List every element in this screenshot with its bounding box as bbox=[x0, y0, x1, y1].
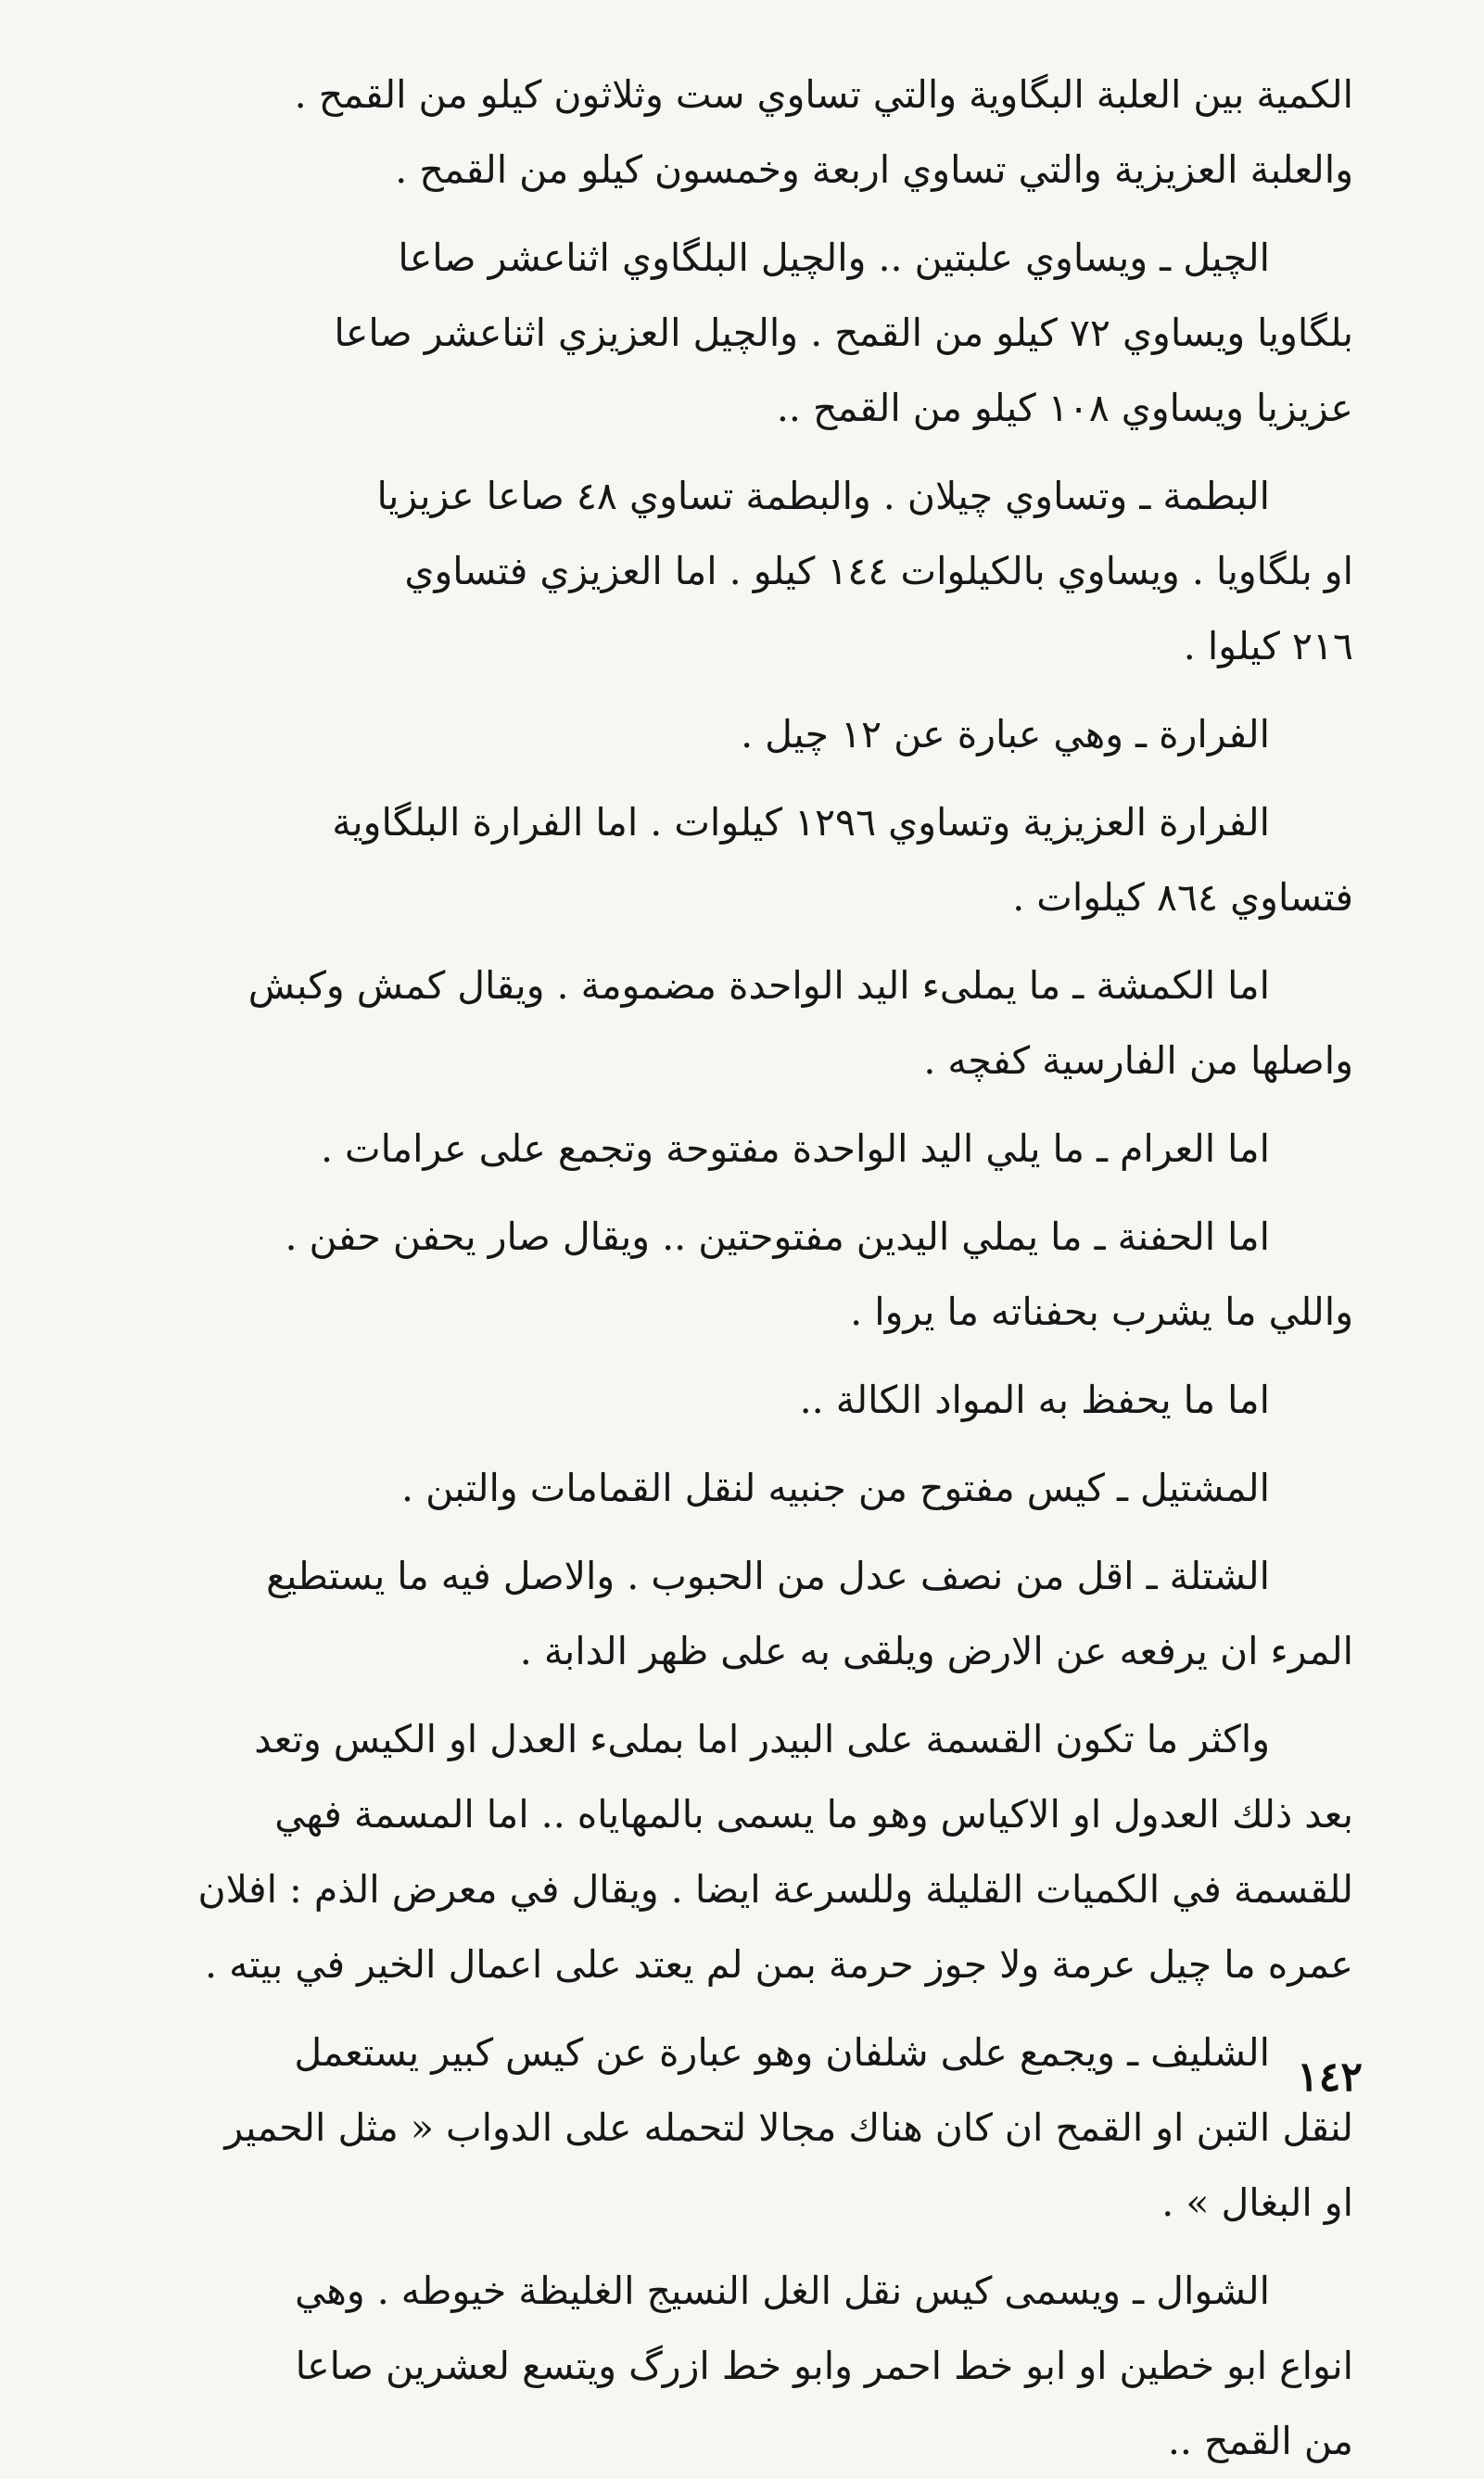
paragraph-division bbox=[139, 1702, 1353, 2002]
text-line: واصلها من الفارسية كفچه . bbox=[923, 1038, 1353, 1083]
text-line: الشليف ـ ويجمع على شلفان وهو عبارة عن كيس كبير يستعمل bbox=[294, 2030, 1270, 2075]
text-line: بلگاويا ويساوي ٧٢ كيلو من القمح . والچيل العزيزي اثناعشر صاعا bbox=[334, 311, 1353, 355]
paragraph-chayl bbox=[139, 221, 1353, 446]
paragraph-shatla bbox=[139, 1539, 1353, 1689]
text-line: المشتيل ـ كيس مفتوح من جنبيه لنقل القمامات والتبن . bbox=[401, 1466, 1270, 1510]
text-line: عزيزيا ويساوي ١٠٨ كيلو من القمح .. bbox=[776, 386, 1353, 430]
text-line: الشتلة ـ اقل من نصف عدل من الحبوب . والاصل فيه ما يستطيع bbox=[266, 1554, 1270, 1598]
paragraph-storage-intro bbox=[139, 1363, 1353, 1438]
text-line: بعد ذلك العدول او الاكياس وهو ما يسمى بالمهاياه .. اما المسمة فهي bbox=[274, 1792, 1353, 1837]
text-line: انواع ابو خطين او ابو خط احمر وابو خط ازرگ ويتسع لعشرين صاعا bbox=[295, 2344, 1353, 2388]
text-line: فتساوي ٨٦٤ كيلوات . bbox=[1012, 875, 1353, 920]
text-line: للقسمة في الكميات القليلة وللسرعة ايضا . ويقال في معرض الذم : افلان bbox=[197, 1867, 1353, 1912]
paragraph-mashtil bbox=[139, 1451, 1353, 1526]
paragraph-farara-values bbox=[139, 785, 1353, 935]
text-line: الكمية بين العلبة البگاوية والتي تساوي ست وثلاثون كيلو من القمح . bbox=[294, 72, 1353, 117]
text-line: الچيل ـ ويساوي علبتين .. والچيل البلگاوي اثناعشر صاعا bbox=[398, 235, 1270, 280]
text-line: او بلگاويا . ويساوي بالكيلوات ١٤٤ كيلو . اما العزيزي فتساوي bbox=[404, 549, 1353, 593]
text-line: والعلبة العزيزية والتي تساوي اربعة وخمسون كيلو من القمح . bbox=[395, 147, 1353, 192]
text-line: اما الحفنة ـ ما يملي اليدين مفتوحتين .. ويقال صار يحفن حفن . bbox=[285, 1214, 1270, 1259]
paragraph-farara bbox=[139, 697, 1353, 772]
text-line: لنقل التبن او القمح ان كان هناك مجالا لتحمله على الدواب « مثل الحمير bbox=[224, 2105, 1353, 2150]
text-line: او البغال » . bbox=[1161, 2180, 1353, 2225]
paragraph-kamsha bbox=[139, 948, 1353, 1099]
page-number: ١٤٢ bbox=[1297, 2053, 1363, 2101]
text-line: البطمة ـ وتساوي چيلان . والبطمة تساوي ٤٨ صاعا عزيزيا bbox=[376, 474, 1270, 518]
text-line: عمره ما چيل عرمة ولا جوز حرمة بمن لم يعتد على اعمال الخير في بيته . bbox=[205, 1942, 1353, 1987]
text-line: الفرارة العزيزية وتساوي ١٢٩٦ كيلوات . اما الفرارة البلگاوية bbox=[332, 800, 1270, 845]
text-line: واللي ما يشرب بحفناته ما يروا . bbox=[850, 1290, 1353, 1334]
text-line: اما ما يحفظ به المواد الكالة .. bbox=[799, 1378, 1270, 1422]
paragraph-hafna bbox=[139, 1200, 1353, 1350]
text-line: اما العرام ـ ما يلي اليد الواحدة مفتوحة وتجمع على عرامات . bbox=[320, 1126, 1270, 1171]
text-line: اما الكمشة ـ ما يملىء اليد الواحدة مضمومة . ويقال كمش وكبش bbox=[247, 963, 1270, 1008]
paragraph-uram bbox=[139, 1112, 1353, 1187]
text-line: الفرارة ـ وهي عبارة عن ١٢ چيل . bbox=[741, 712, 1270, 756]
text-line: واكثر ما تكون القسمة على البيدر اما بملىء العدل او الكيس وتعد bbox=[254, 1717, 1270, 1761]
text-line: من القمح .. bbox=[1167, 2419, 1353, 2463]
paragraph-batma bbox=[139, 459, 1353, 684]
text-line: المرء ان يرفعه عن الارض ويلقى به على ظهر الدابة . bbox=[519, 1629, 1353, 1673]
paragraph-shawwal bbox=[139, 2254, 1353, 2479]
text-line: الشوال ـ ويسمى كيس نقل الغل النسيج الغليظة خيوطه . وهي bbox=[295, 2269, 1270, 2313]
paragraph-shalif bbox=[139, 2015, 1353, 2241]
text-line: ٢١٦ كيلوا . bbox=[1183, 624, 1353, 668]
paragraph-capacity-totals bbox=[139, 57, 1353, 208]
